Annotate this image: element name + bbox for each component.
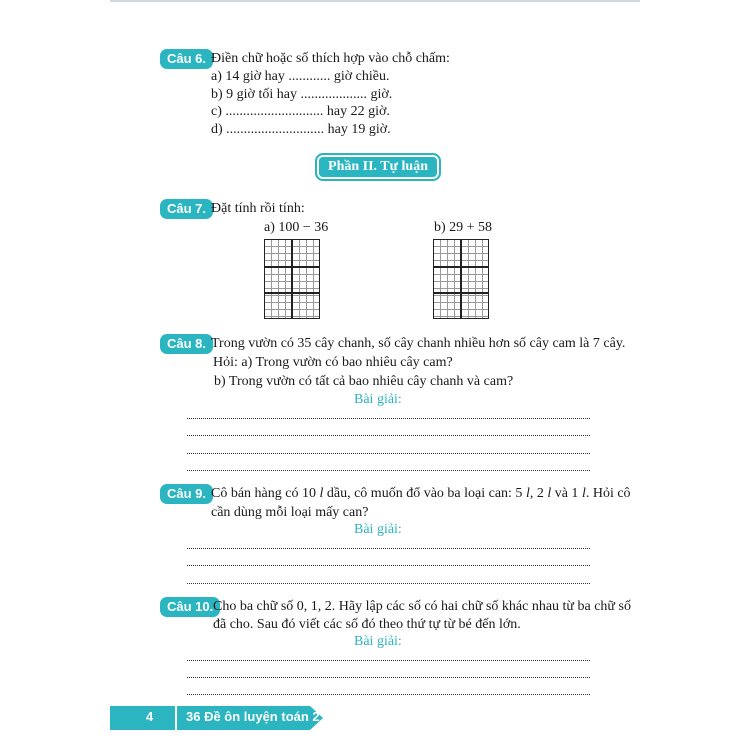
answer-line[interactable] (187, 470, 590, 471)
answer-line[interactable] (187, 677, 590, 678)
book-title: 36 Đề ôn luyện toán 2 (186, 709, 320, 724)
question-6-item-b: b) 9 giờ tối hay ................... giờ. (211, 87, 393, 102)
answer-line[interactable] (187, 583, 590, 584)
answer-line[interactable] (187, 453, 590, 454)
question-9-line-2: cần dùng mỗi loại mấy can? (211, 505, 369, 520)
section-heading: Phần II. Tự luận (315, 153, 441, 181)
question-7-a-label: a) 100 − 36 (264, 220, 329, 235)
top-rule (110, 0, 640, 2)
answer-line[interactable] (187, 418, 590, 419)
question-6-item-c: c) ............................ hay 22 giờ. (211, 104, 390, 119)
question-7-prompt: Đặt tính rồi tính: (211, 201, 305, 216)
question-6-prompt: Điền chữ hoặc số thích hợp vào chỗ chấm: (211, 51, 450, 66)
page-number: 4 (146, 709, 154, 724)
question-8-line-2: Hỏi: a) Trong vườn có bao nhiêu cây cam? (213, 355, 453, 370)
calc-grid-a[interactable] (264, 239, 320, 319)
question-9-badge: Câu 9. (160, 484, 213, 504)
question-10-solution-label: Bài giải: (354, 634, 402, 649)
calc-grid-b[interactable] (433, 239, 489, 319)
question-6-item-d: d) ............................ hay 19 giờ. (211, 122, 391, 137)
answer-line[interactable] (187, 660, 590, 661)
question-10-line-1: Cho ba chữ số 0, 1, 2. Hãy lập các số có hai chữ số khác nhau từ ba chữ số (213, 599, 631, 614)
answer-line[interactable] (187, 548, 590, 549)
question-9-solution-label: Bài giải: (354, 522, 402, 537)
question-10-line-2: đã cho. Sau đó viết các số đó theo thứ tự từ bé đến lớn. (213, 617, 521, 632)
question-6-item-a: a) 14 giờ hay ............ giờ chiều. (211, 69, 390, 84)
question-10-badge: Câu 10. (160, 597, 220, 617)
answer-line[interactable] (187, 694, 590, 695)
answer-line[interactable] (187, 435, 590, 436)
question-8-badge: Câu 8. (160, 334, 213, 354)
question-9-line-1: Cô bán hàng có 10 l dầu, cô muốn đổ vào ba loại can: 5 l, 2 l và 1 l. Hỏi cô (211, 486, 631, 501)
answer-line[interactable] (187, 565, 590, 566)
question-7-badge: Câu 7. (160, 199, 213, 219)
question-8-line-1: Trong vườn có 35 cây chanh, số cây chanh nhiều hơn số cây cam là 7 cây. (211, 336, 626, 351)
question-7-b-label: b) 29 + 58 (434, 220, 493, 235)
question-6-badge: Câu 6. (160, 49, 213, 69)
question-8-solution-label: Bài giải: (354, 392, 402, 407)
question-8-line-3: b) Trong vườn có tất cả bao nhiêu cây chanh và cam? (214, 374, 514, 389)
